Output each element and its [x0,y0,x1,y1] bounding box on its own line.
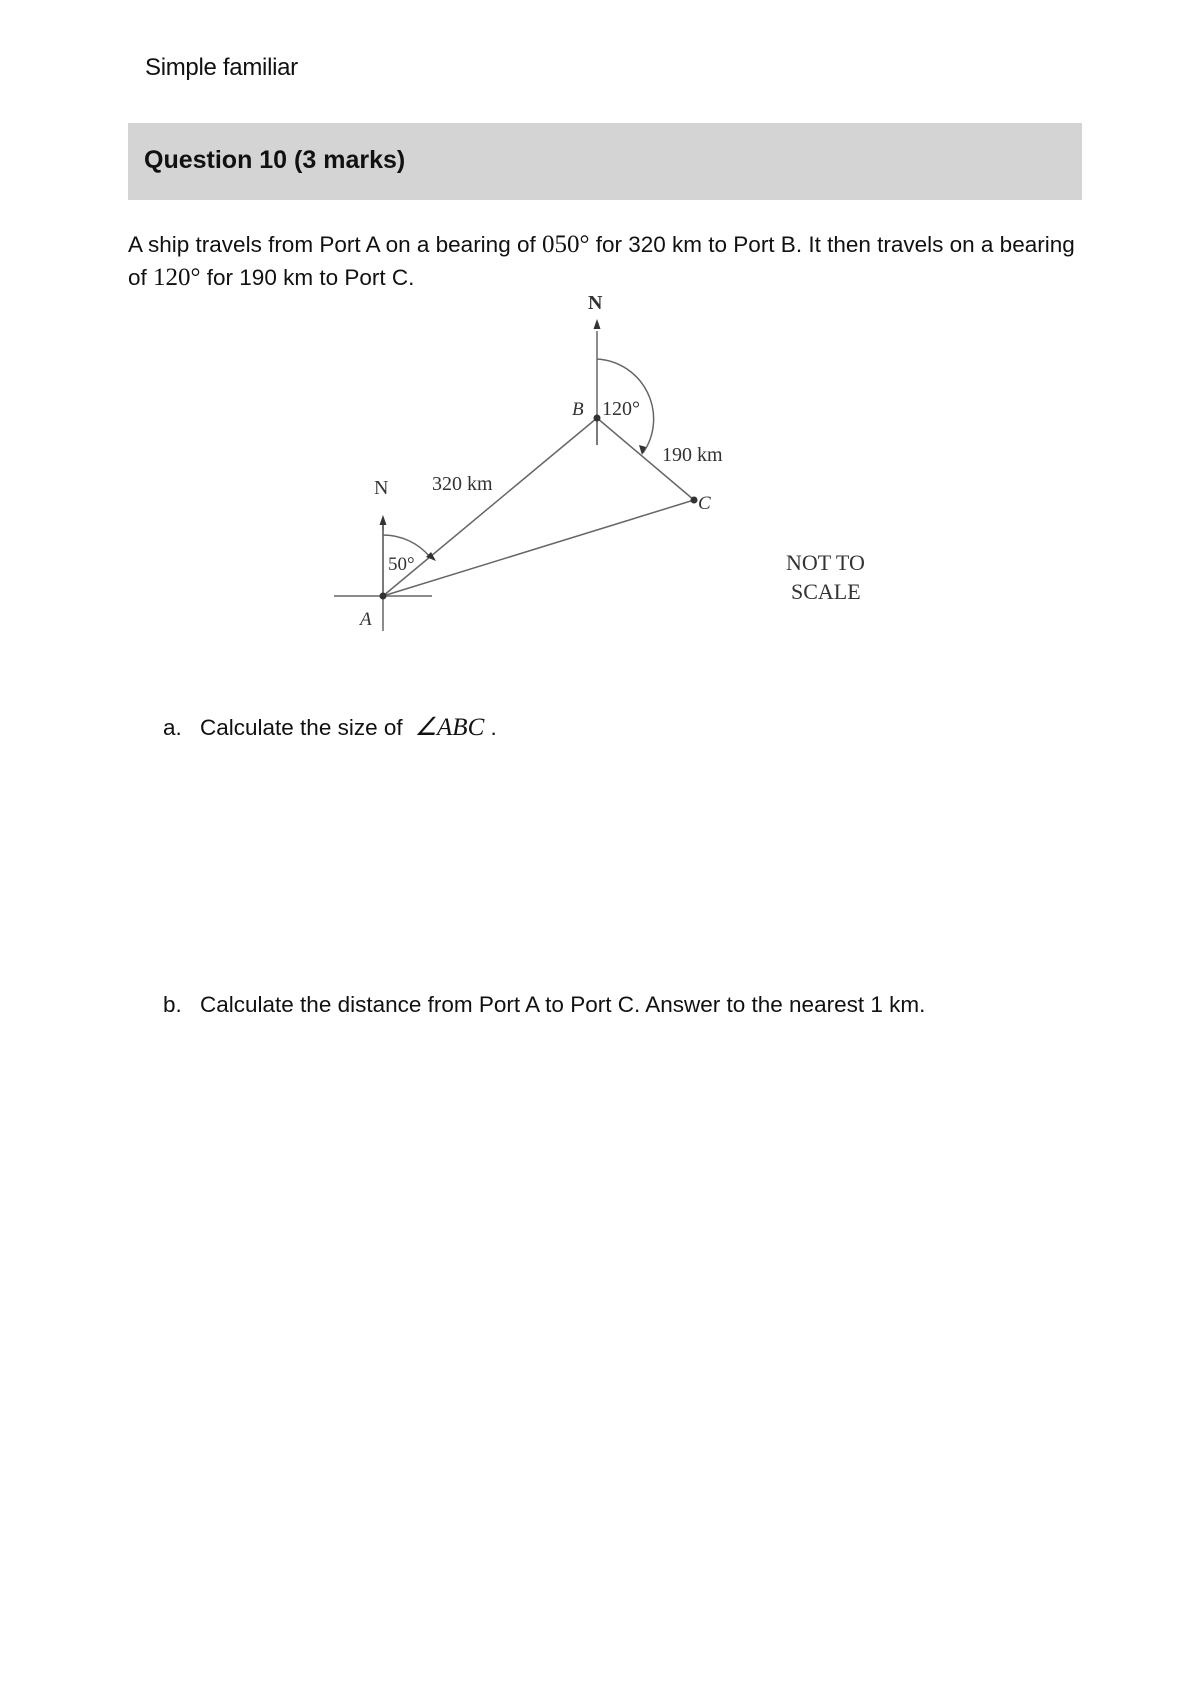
angle-a-label: 50° [388,554,415,575]
north-label-a: N [374,477,389,499]
question-header [128,123,1082,200]
north-label-b: N [588,292,603,314]
section-label: Simple familiar [145,54,298,81]
distance-ab-label: 320 km [432,473,493,495]
stem-text-1: A ship travels from Port A on a bearing of [128,232,542,257]
route-ab [383,418,597,596]
route-ac [383,500,694,596]
not-to-scale-line-2: SCALE [791,579,861,604]
north-arrow-b [594,319,601,329]
point-b-label: B [572,399,584,420]
not-to-scale-line-1: NOT TO [786,550,865,575]
part-a [163,712,497,742]
stem-text-3: for 190 km to Port C. [200,265,415,290]
part-a-letter: a. [163,715,182,740]
angle-b-label: 120° [602,398,640,420]
part-b [163,992,925,1018]
point-c-dot [691,497,698,504]
part-a-end: . [484,715,497,740]
angle-abc-math: ∠ABC [414,714,485,741]
north-arrow-a [380,515,387,525]
bearing-value-2: 120° [153,264,201,291]
question-title: Question 10 (3 marks) [144,146,406,174]
distance-bc-label: 190 km [662,444,723,466]
point-c-label: C [698,493,711,514]
part-a-text: Calculate the size of [200,715,403,740]
stem-text-2: for 320 km to Port B. It then travels on a bearing of [128,232,1075,290]
bearing-value-1: 050° [541,231,590,258]
point-a-label: A [360,609,372,630]
part-b-text: Calculate the distance from Port A to Port C. Answer to the nearest 1 km. [200,992,926,1017]
point-b-dot [594,415,601,422]
part-b-letter: b. [163,992,182,1017]
point-a-dot [380,593,387,600]
bearing-diagram [320,285,900,645]
